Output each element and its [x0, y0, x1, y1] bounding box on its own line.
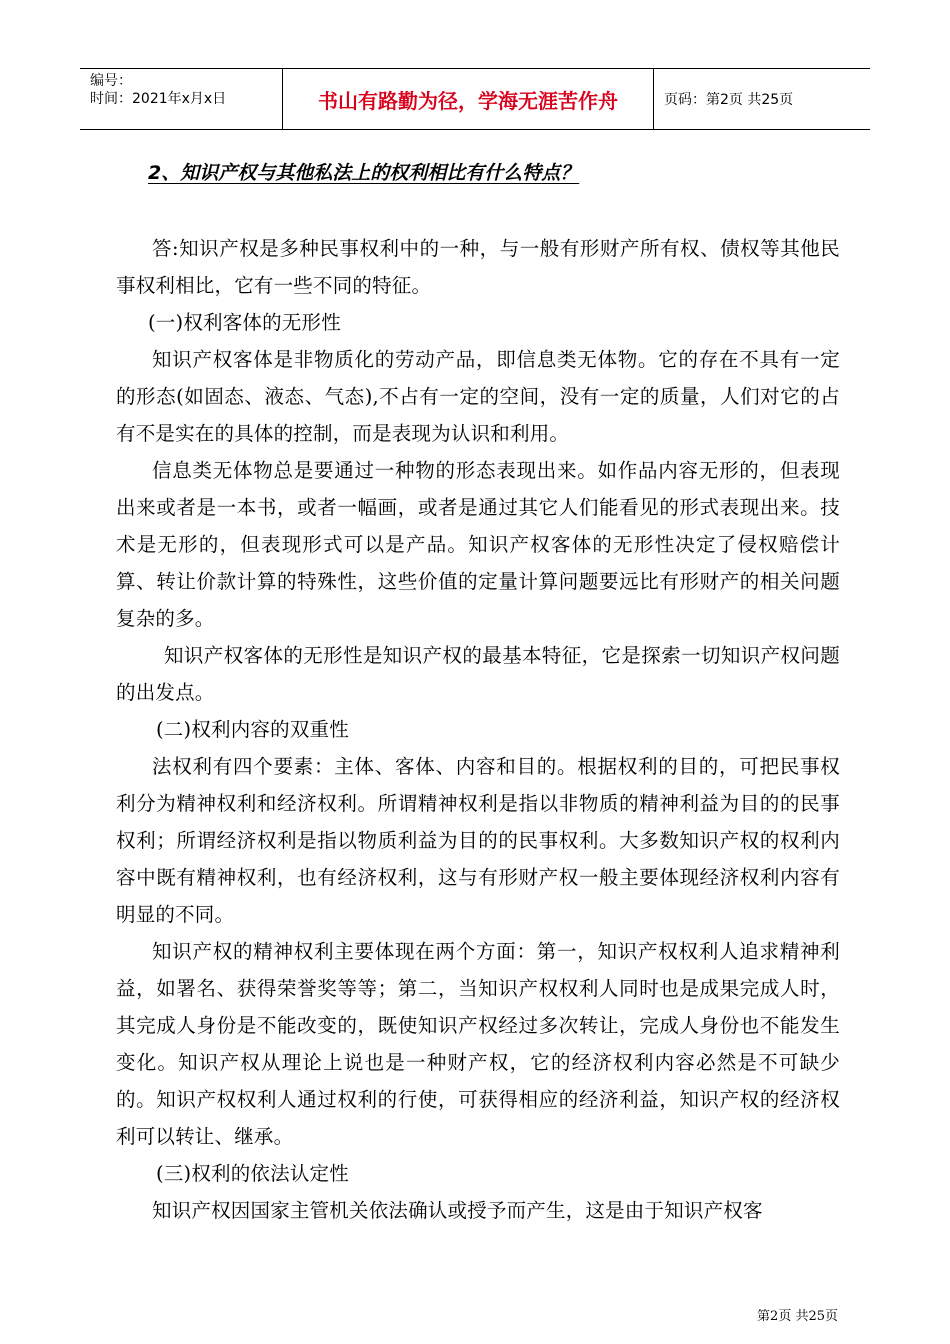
section-heading: (三)权利的依法认定性 [156, 1162, 349, 1185]
section-heading: (一)权利客体的无形性 [148, 311, 341, 334]
paragraph: 知识产权的精神权利主要体现在两个方面：第一，知识产权权利人追求精神利益，如署名、获得荣誉奖等等；第二，当知识产权权利人同时也是成果完成人时，其完成人身份是不能改变的，既使知识产权经过多次转让，完成人身份也不能发生变化。知识产权从理论上说也是一种财产权，它的经济权利内容必然是不可缺少的。知识产权权利人通过权利的行使，可获得相应的经济利益，知识产权的经济权利可以转让、继承。 [116, 940, 840, 1148]
paragraph: 知识产权因国家主管机关依法确认或授予而产生，这是由于知识产权客 [152, 1199, 763, 1222]
page-footer: 第2页 共25页 [757, 1309, 838, 1324]
number-label: 编号： [90, 73, 132, 89]
paragraph: 知识产权客体是非物质化的劳动产品，即信息类无体物。它的存在不具有一定的形态(如固态、液态、气态),不占有一定的空间，没有一定的质量，人们对它的占有不是实在的具体的控制，而是表现为认识和利用。 [116, 348, 840, 445]
document-body [116, 230, 840, 1229]
header-page-info-cell [654, 69, 870, 129]
paragraph: 信息类无体物总是要通过一种物的形态表现出来。如作品内容无形的，但表现出来或者是一本书，或者一幅画，或者是通过其它人们能看见的形式表现出来。技术是无形的，但表现形式可以是产品。知识产权客体的无形性决定了侵权赔偿计算、转让价款计算的特殊性，这些价值的定量计算问题要远比有形财产的相关问题复杂的多。 [116, 459, 840, 630]
header-meta [80, 69, 282, 129]
header-motto-cell [282, 69, 654, 129]
time-label: 时间：2021年x月x日 [90, 91, 227, 107]
paragraph: 知识产权客体的无形性是知识产权的最基本特征，它是探索一切知识产权问题的出发点。 [116, 644, 840, 704]
question-title: 2、知识产权与其他私法上的权利相比有什么特点？ [148, 162, 580, 184]
page-header [80, 68, 870, 130]
section-heading: (二)权利内容的双重性 [156, 718, 349, 741]
header-motto: 书山有路勤为径，学海无涯苦作舟 [318, 88, 618, 113]
paragraph: 法权利有四个要素：主体、客体、内容和目的。根据权利的目的，可把民事权利分为精神权利和经济权利。所谓精神权利是指以非物质的精神利益为目的的民事权利；所谓经济权利是指以物质利益为目的的民事权利。大多数知识产权的权利内容中既有精神权利，也有经济权利，这与有形财产权一般主要体现经济权利内容有明显的不同。 [116, 755, 840, 926]
paragraph: 答:知识产权是多种民事权利中的一种，与一般有形财产所有权、债权等其他民事权利相比，它有一些不同的特征。 [116, 237, 840, 297]
header-page-info: 页码：第2页 共25页 [664, 92, 794, 108]
